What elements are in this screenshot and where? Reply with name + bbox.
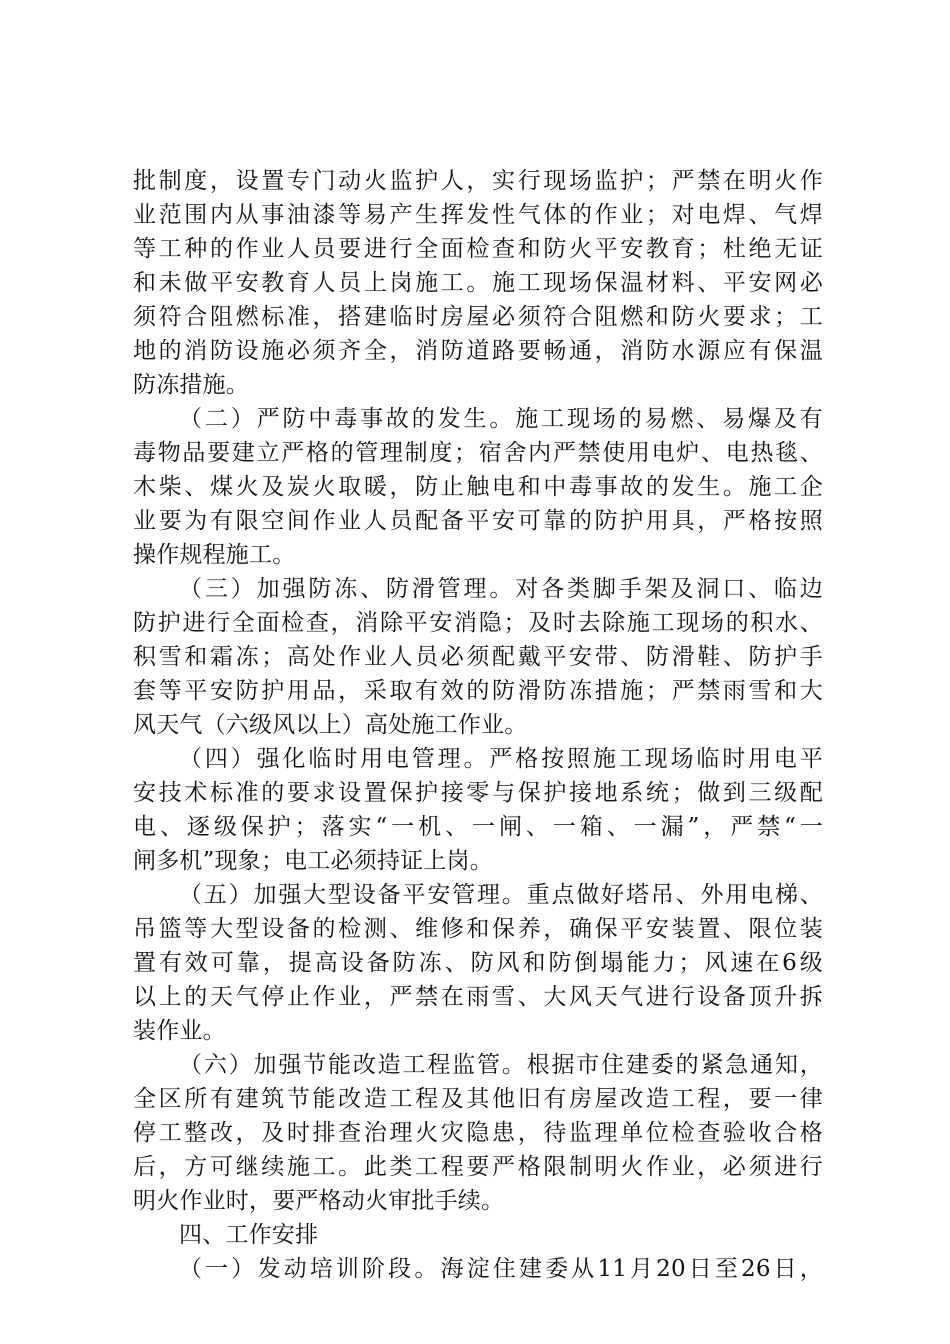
text-line: 木柴、煤火及炭火取暖，防止触电和中毒事故的发生。施工企: [133, 474, 823, 500]
text-line: （三）加强防冻、防滑管理。对各类脚手架及洞口、临边: [179, 576, 823, 602]
text-line: （二）严防中毒事故的发生。施工现场的易燃、易爆及有: [179, 406, 823, 432]
text-line: 批制度，设置专门动火监护人，实行现场监护；严禁在明火作: [133, 168, 823, 194]
text-line: 闸多机”现象；电工必须持证上岗。: [133, 848, 493, 874]
text-line: 明火作业时，要严格动火审批手续。: [133, 1188, 505, 1214]
text-line: 防冻措施。: [133, 372, 249, 398]
text-line: 风天气（六级风以上）高处施工作业。: [133, 712, 528, 738]
text-line: 业范围内从事油漆等易产生挥发性气体的作业；对电焊、气焊: [133, 202, 823, 228]
text-line: 地的消防设施必须齐全，消防道路要畅通，消防水源应有保温: [133, 338, 823, 364]
text-line: 积雪和霜冻；高处作业人员必须配戴平安带、防滑鞋、防护手: [133, 644, 823, 670]
text-line: 安技术标准的要求设置保护接零与保护接地系统；做到三级配: [133, 780, 823, 806]
text-line: 套等平安防护用品，采取有效的防滑防冻措施；严禁雨雪和大: [133, 678, 823, 704]
text-line: 和未做平安教育人员上岗施工。施工现场保温材料、平安网必: [133, 270, 823, 296]
text-line: 毒物品要建立严格的管理制度；宿舍内严禁使用电炉、电热毯、: [133, 440, 823, 466]
text-line: 装作业。: [133, 1018, 226, 1044]
text-line: 须符合阻燃标准，搭建临时房屋必须符合阻燃和防火要求；工: [133, 304, 823, 330]
text-line: 操作规程施工。: [133, 542, 296, 568]
body-text: [133, 164, 823, 1286]
text-line: 置有效可靠，提高设备防冻、防风和防倒塌能力；风速在6级: [133, 950, 823, 976]
text-line: （五）加强大型设备平安管理。重点做好塔吊、外用电梯、: [179, 882, 823, 908]
text-line: （四）强化临时用电管理。严格按照施工现场临时用电平: [179, 746, 823, 772]
text-line: 后，方可继续施工。此类工程要严格限制明火作业，必须进行: [133, 1154, 823, 1180]
text-line: 停工整改，及时排查治理火灾隐患，待监理单位检查验收合格: [133, 1120, 823, 1146]
text-line: 全区所有建筑节能改造工程及其他旧有房屋改造工程，要一律: [133, 1086, 823, 1112]
text-line: 四、工作安排: [179, 1222, 319, 1248]
text-line: 防护进行全面检查，消除平安消隐；及时去除施工现场的积水、: [133, 610, 823, 636]
text-line: 等工种的作业人员要进行全面检查和防火平安教育；杜绝无证: [133, 236, 823, 262]
text-line: （一）发动培训阶段。海淀住建委从11月20日至26日，: [179, 1256, 823, 1282]
text-line: 电、逐级保护；落实“一机、一闸、一箱、一漏”，严禁“一: [133, 814, 823, 840]
text-line: （六）加强节能改造工程监管。根据市住建委的紧急通知，: [179, 1052, 823, 1078]
text-line: 吊篮等大型设备的检测、维修和保养，确保平安装置、限位装: [133, 916, 823, 942]
text-line: 以上的天气停止作业，严禁在雨雪、大风天气进行设备顶升拆: [133, 984, 823, 1010]
text-line: 业要为有限空间作业人员配备平安可靠的防护用具，严格按照: [133, 508, 823, 534]
